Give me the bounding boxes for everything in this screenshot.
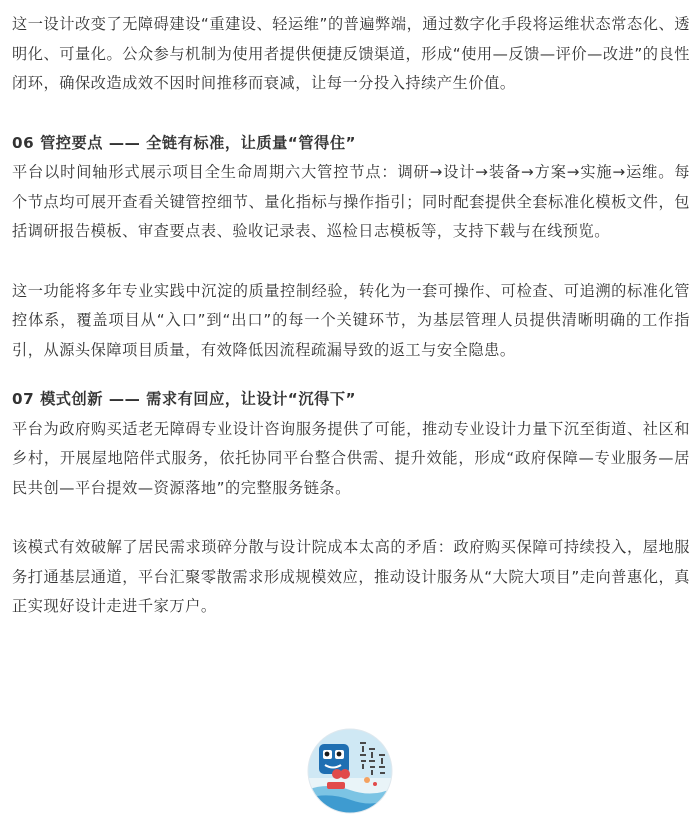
paragraph-mode-effect: 该模式有效破解了居民需求琐碎分散与设计院成本太高的矛盾：政府购买保障可持续投入，屋地服务打通基层通道，平台汇聚零散需求形成规模效应，推动设计服务从“大院大项目”走向普惠化，真正实现好设计走进千家万户。 [12, 538, 690, 615]
article-body [12, 10, 690, 622]
paragraph-mode-innovation: 平台为政府购买适老无障碍专业设计咨询服务提供了可能，推动专业设计力量下沉至街道、社区和乡村，开展屋地陪伴式服务，依托协同平台整合供需、提升效能，形成“政府保障—专业服务—居民共创—平台提效—资源落地”的完整服务链条。 [12, 419, 690, 497]
section-heading-06: 06 管控要点 —— 全链有标准，让质量“管得住” [12, 133, 357, 152]
mascot-logo-icon [307, 728, 393, 814]
section-heading-07: 07 模式创新 —— 需求有回应，让设计“沉得下” [12, 390, 357, 408]
paragraph-control-system: 这一功能将多年专业实践中沉淀的质量控制经验，转化为一套可操作、可检查、可追溯的标准化管控体系，覆盖项目从“入口”到“出口”的每一个关键环节，为基层管理人员提供清晰明确的工作指引，从源头保障项目质量，有效降低因流程疏漏导致的返工与安全隐患。 [12, 281, 690, 359]
paragraph-maintenance-intro: 这一设计改变了无障碍建设“重建设、轻运维”的普遍弊端，通过数字化手段将运维状态常态化、透明化、可量化。公众参与机制为使用者提供便捷反馈渠道，形成“使用—反馈—评价—改进”的良性闭环，确保改造成效不因时间推移而衰减，让每一分投入持续产生价值。 [12, 15, 690, 92]
paragraph-control-nodes: 平台以时间轴形式展示项目全生命周期六大管控节点：调研→设计→装备→方案→实施→运维。每个节点均可展开查看关键管控细节、量化指标与操作指引；同时配套提供全套标准化模板文件，包括调研报告模板、审查要点表、验收记录表、巡检日志模板等，支持下载与在线预览。 [12, 163, 690, 240]
